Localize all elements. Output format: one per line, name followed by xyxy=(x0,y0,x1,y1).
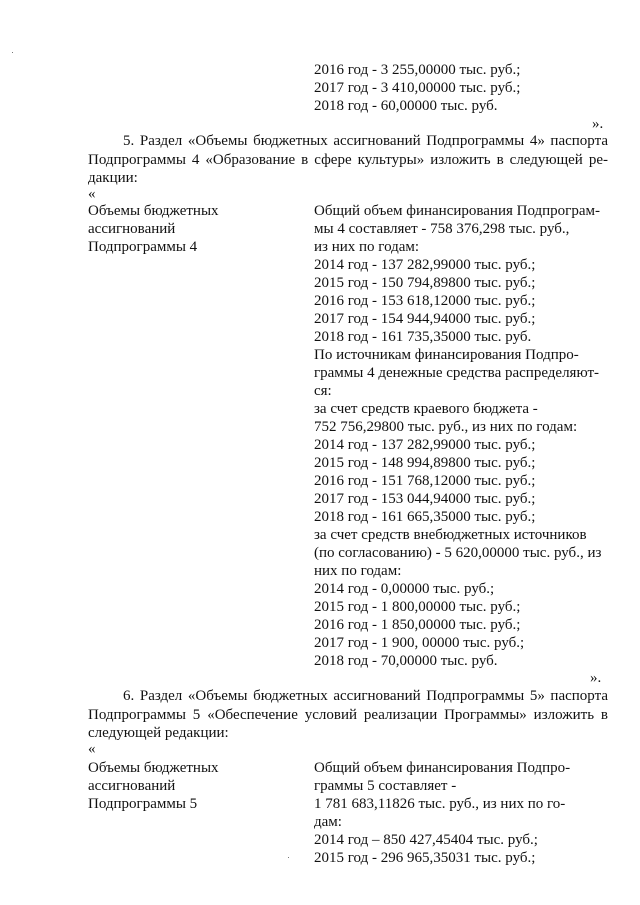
s5-value-line: 2014 год - 0,00000 тыс. руб.; xyxy=(314,581,495,597)
s5-value-line: 2016 год - 151 768,12000 тыс. руб.; xyxy=(314,473,536,489)
s5-value-line: 2018 год - 161 735,35000 тыс. руб. xyxy=(314,329,532,345)
label-line: ассигнований xyxy=(88,778,176,794)
section5-para-line: 5. Раздел «Объемы бюджетных ассигнований Подпрограммы 4» паспорта xyxy=(123,133,608,149)
open-quote: « xyxy=(88,741,96,757)
s5-value-line: 2017 год - 154 944,94000 тыс. руб.; xyxy=(314,311,536,327)
s5-value-line: за счет средств внебюджетных источников xyxy=(314,527,587,543)
s5-value-line: них по годам: xyxy=(314,563,402,579)
top-line: 2016 год - 3 255,00000 тыс. руб.; xyxy=(314,62,521,78)
close-quote: ». xyxy=(590,670,602,686)
top-line: 2017 год - 3 410,00000 тыс. руб.; xyxy=(314,80,521,96)
s5-value-line: 2015 год - 150 794,89800 тыс. руб.; xyxy=(314,275,536,291)
s5-value-line: (по согласованию) - 5 620,00000 тыс. руб., из xyxy=(314,545,602,561)
s5-value-line: 2016 год - 153 618,12000 тыс. руб.; xyxy=(314,293,536,309)
open-quote: « xyxy=(88,186,96,202)
section6-para-line: следующей редакции: xyxy=(88,725,229,741)
s5-value-line: 2017 год - 1 900, 00000 тыс. руб.; xyxy=(314,635,525,651)
s5-value-line: 2018 год - 70,00000 тыс. руб. xyxy=(314,653,498,669)
section5-para-line: дакции: xyxy=(88,170,138,186)
s5-value-line: 2015 год - 148 994,89800 тыс. руб.; xyxy=(314,455,536,471)
close-quote: ». xyxy=(592,116,604,132)
top-line: 2018 год - 60,00000 тыс. руб. xyxy=(314,98,498,114)
label-line: Объемы бюджетных xyxy=(88,203,219,219)
s5-value-line: 752 756,29800 тыс. руб., из них по годам: xyxy=(314,419,578,435)
scan-speck xyxy=(12,52,13,53)
s5-value-line: ся: xyxy=(314,383,332,399)
section6-para-line: Подпрограммы 5 «Обеспечение условий реализации Программы» изложить в xyxy=(88,707,608,723)
s6-value-line: 2014 год – 850 427,45404 тыс. руб.; xyxy=(314,832,538,848)
s5-value-line: за счет средств краевого бюджета - xyxy=(314,401,538,417)
s5-value-line: 2014 год - 137 282,99000 тыс. руб.; xyxy=(314,257,536,273)
s5-value-line: 2015 год - 1 800,00000 тыс. руб.; xyxy=(314,599,521,615)
label-line: Подпрограммы 5 xyxy=(88,796,198,812)
label-line: Подпрограммы 4 xyxy=(88,239,198,255)
label-line: ассигнований xyxy=(88,221,176,237)
s6-value-line: 1 781 683,11826 тыс. руб., из них по го- xyxy=(314,796,566,812)
section6-para-line: 6. Раздел «Объемы бюджетных ассигнований Подпрограммы 5» паспорта xyxy=(123,688,608,704)
s5-value-line: граммы 4 денежные средства распределяют- xyxy=(314,365,600,381)
s5-value-line: 2018 год - 161 665,35000 тыс. руб.; xyxy=(314,509,536,525)
s6-value-line: граммы 5 составляет - xyxy=(314,778,457,794)
s5-value-line: мы 4 составляет - 758 376,298 тыс. руб., xyxy=(314,221,570,237)
s5-value-line: 2017 год - 153 044,94000 тыс. руб.; xyxy=(314,491,536,507)
label-line: Объемы бюджетных xyxy=(88,760,219,776)
s5-value-line: 2014 год - 137 282,99000 тыс. руб.; xyxy=(314,437,536,453)
scan-speck xyxy=(288,857,289,858)
s5-value-line: 2016 год - 1 850,00000 тыс. руб.; xyxy=(314,617,521,633)
s6-value-line: дам: xyxy=(314,814,342,830)
s5-value-line: По источникам финансирования Подпро- xyxy=(314,347,579,363)
section5-para-line: Подпрограммы 4 «Образование в сфере культуры» изложить в следующей ре- xyxy=(88,152,608,168)
s6-value-line: 2015 год - 296 965,35031 тыс. руб.; xyxy=(314,850,536,866)
s5-value-line: Общий объем финансирования Подпрограм- xyxy=(314,203,600,219)
s6-value-line: Общий объем финансирования Подпро- xyxy=(314,760,571,776)
s5-value-line: из них по годам: xyxy=(314,239,420,255)
